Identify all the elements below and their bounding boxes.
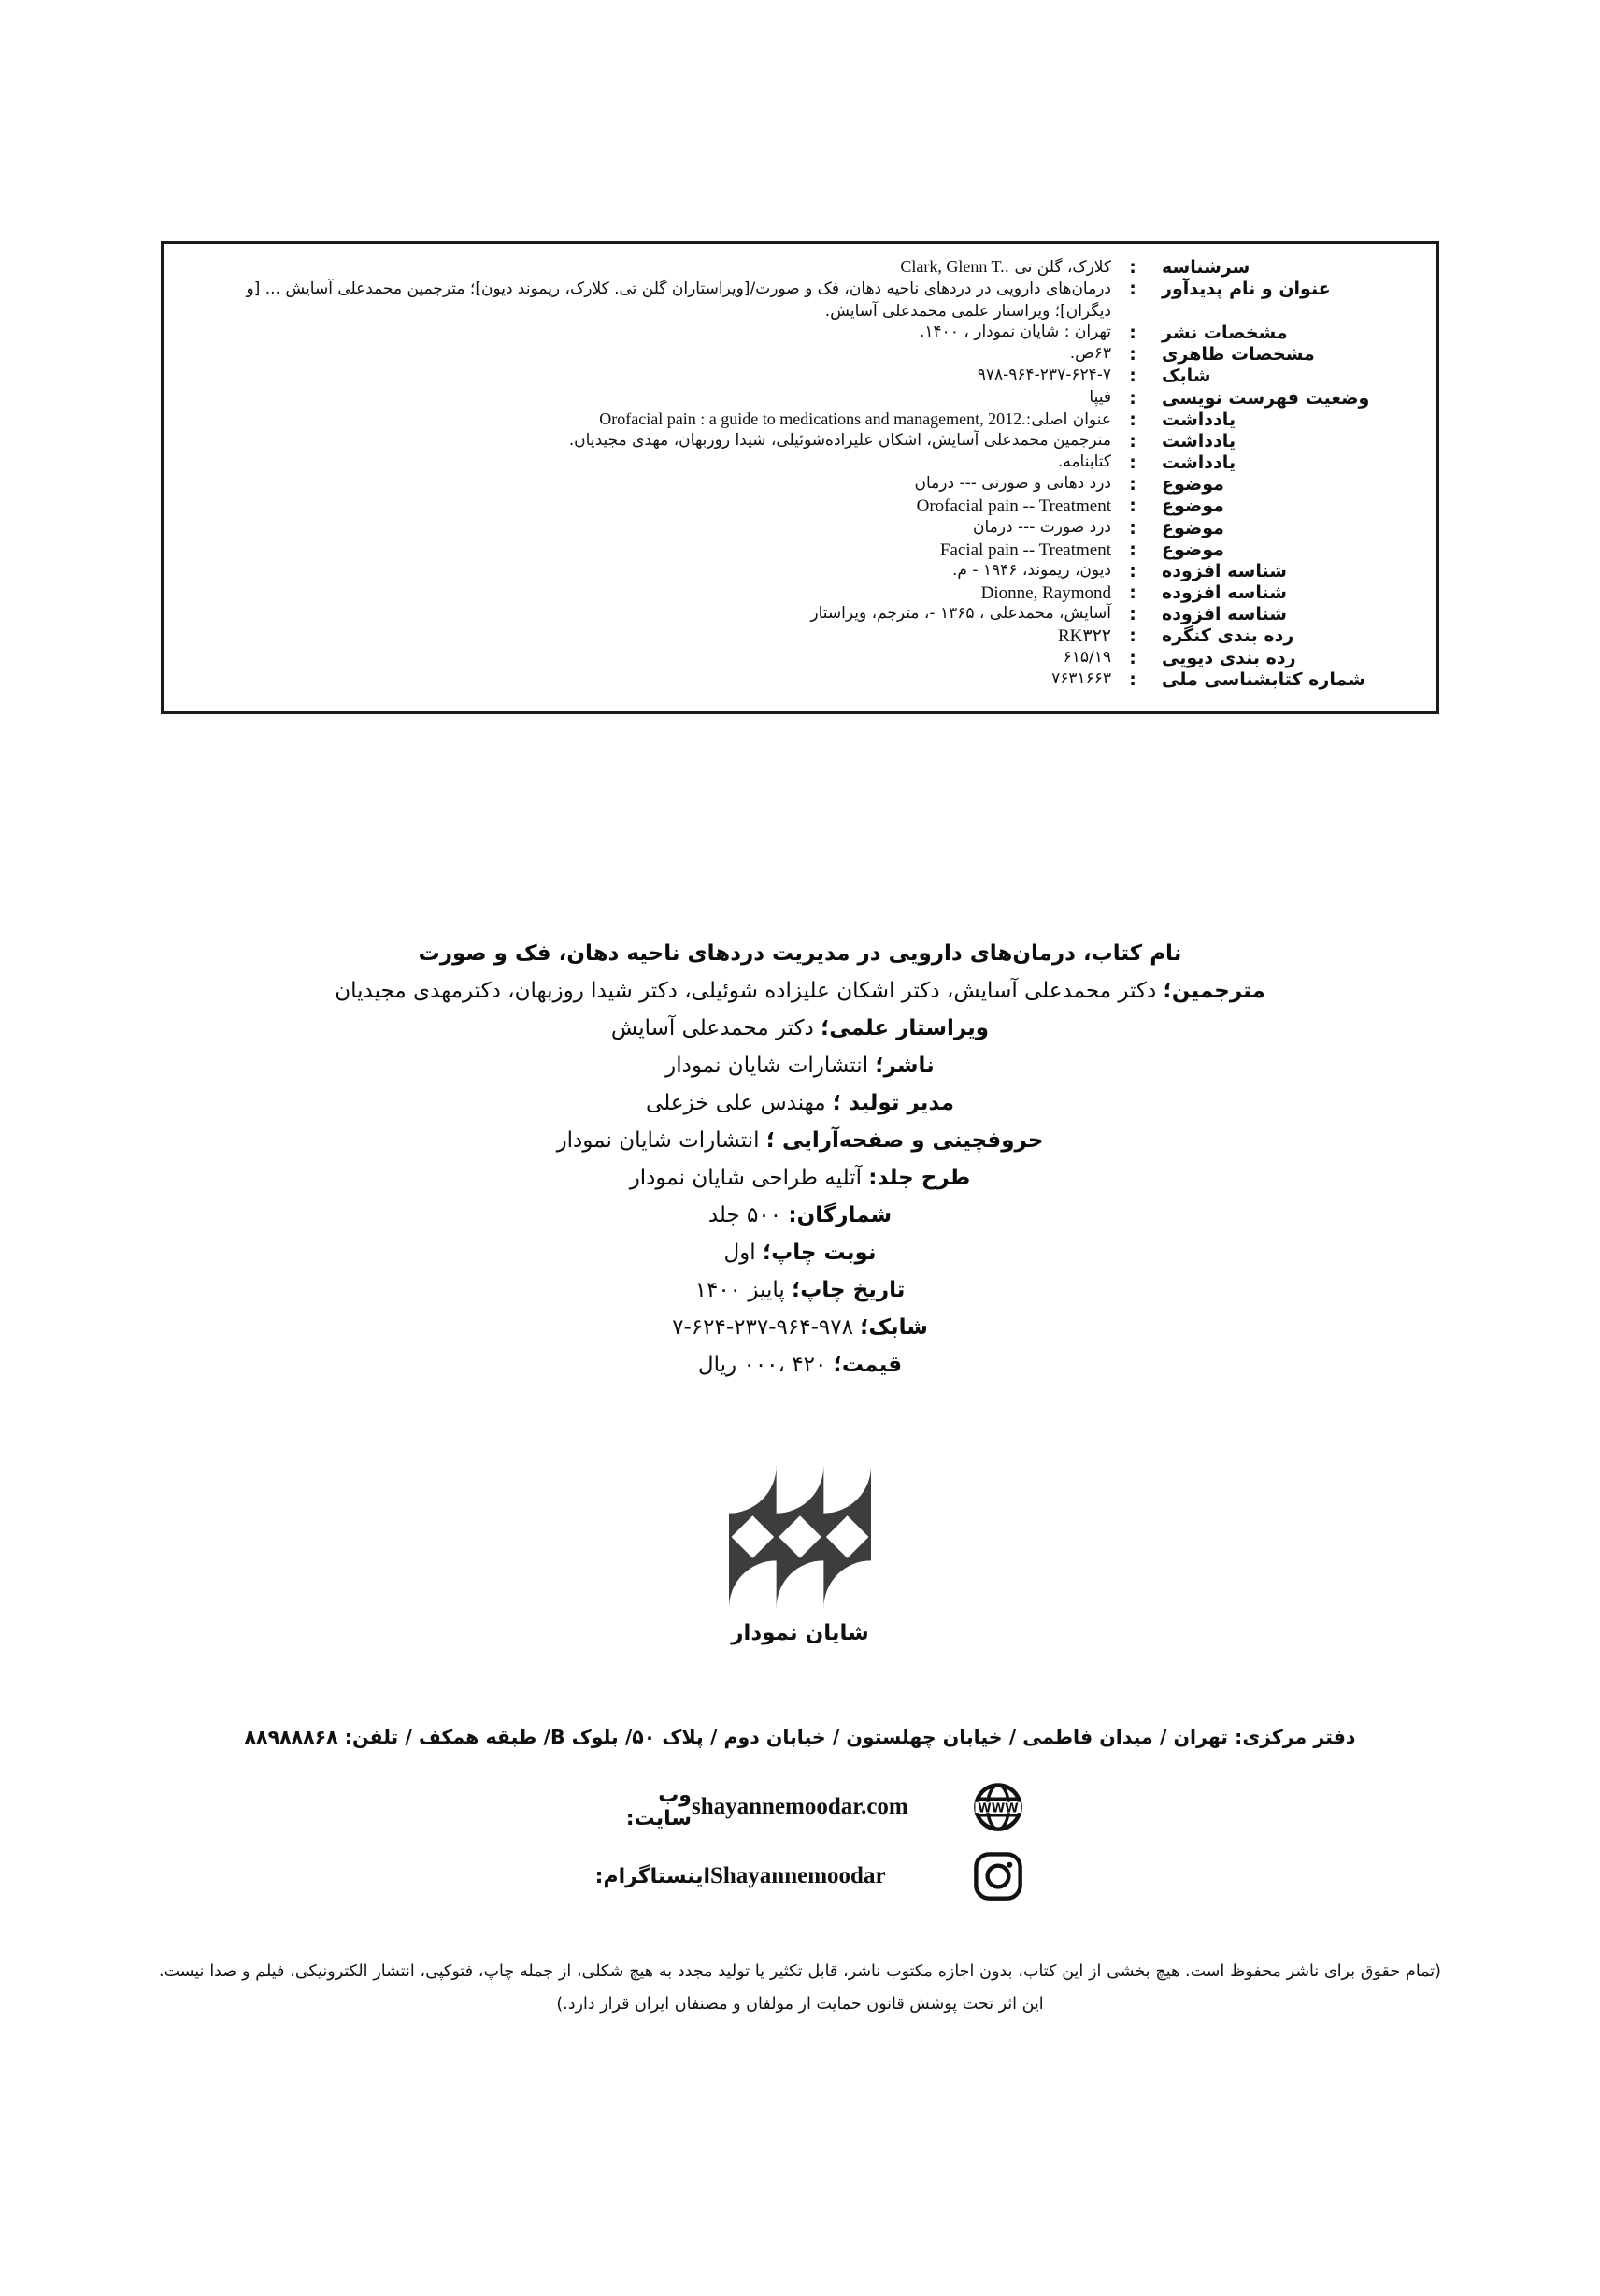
cip-row: [188, 561, 1412, 582]
copyright-text: (تمام حقوق برای ناشر محفوظ است. هیچ بخشی از این کتاب، بدون اجازه مکتوب ناشر، قابل تکثیر یا تولید مجدد به هیچ شکلی، از جمله چاپ، فتوکپی، انتشار الکترونیکی، فیلم و صدا نیست. این اثر تحت پوشش قانون حمایت از مولفان و مصنفان ایران قرار دارد.): [159, 1962, 1441, 2014]
colophon-line-label: مترجمین؛: [1163, 979, 1265, 1004]
cip-row-label: یادداشت: [1162, 409, 1236, 430]
svg-text:WWW: WWW: [978, 1801, 1019, 1816]
colophon-line-label: ویراستار علمی؛: [821, 1016, 990, 1041]
cip-row: [188, 495, 1412, 517]
cip-row-value: درد دهانی و صورتی --- درمان: [914, 474, 1111, 494]
cip-row: [188, 474, 1412, 495]
cip-row-label: موضوع: [1162, 495, 1224, 517]
cip-row: [188, 518, 1412, 539]
cip-row-value: دیون، ریموند، ۱۹۴۶ - م.: [952, 560, 1111, 580]
colophon-line-value: درمان‌های دارویی در مدیریت دردهای ناحیه دهان، فک و صورت: [418, 941, 1083, 966]
cip-row-colon: :: [1129, 430, 1136, 452]
cip-row: [188, 344, 1412, 366]
copyright-notice: [159, 1956, 1441, 2021]
cip-row-colon: :: [1129, 366, 1136, 387]
cip-row-value: فیپا: [1089, 387, 1111, 407]
instagram-value[interactable]: Shayannemoodar: [710, 1863, 886, 1888]
website-value[interactable]: shayannemoodar.com: [692, 1794, 908, 1819]
cip-row-value: ۹۷۸-۹۶۴-۲۳۷-۶۲۴-۷: [977, 366, 1111, 385]
cip-row-value: RK۳۲۲: [1057, 626, 1111, 647]
website-row[interactable]: [131, 1772, 1469, 1842]
cip-row-colon: :: [1129, 474, 1136, 495]
colophon-line-label: شمارگان:: [788, 1203, 893, 1228]
cip-row: [188, 279, 1412, 323]
cip-row-colon: :: [1129, 344, 1136, 366]
cip-row-colon: :: [1129, 647, 1136, 668]
cip-row-label: رده بندی کنگره: [1162, 625, 1294, 647]
cip-row: [188, 257, 1412, 279]
colophon-line-value: پاییز ۱۴۰۰: [694, 1278, 793, 1303]
cip-row-label: مشخصات نشر: [1162, 323, 1288, 344]
cip-row-label: مشخصات ظاهری: [1162, 344, 1315, 366]
colophon-line: [161, 1346, 1439, 1384]
cip-row-value: Orofacial pain -- Treatment: [916, 496, 1111, 517]
cip-row-value: مترجمین محمدعلی آسایش، اشکان علیزاده‌شوئیلی، شیدا روزبهان، مهدی مجیدیان.: [568, 430, 1111, 450]
cip-row-value: ۷۶۳۱۶۶۳: [1051, 668, 1111, 688]
cip-row-value: درد صورت --- درمان: [973, 517, 1111, 537]
colophon-line-label: شابک؛: [860, 1315, 928, 1341]
publisher-logo-block: [0, 1466, 1600, 1645]
colophon-line: [161, 1159, 1439, 1197]
cip-row-label: شناسه افزوده: [1162, 582, 1287, 604]
cip-row-colon: :: [1129, 323, 1136, 344]
cip-row-label: شماره کتابشناسی ملی: [1162, 668, 1365, 690]
cip-row: [188, 539, 1412, 561]
colophon-line: [161, 1047, 1439, 1084]
colophon-line-value: دکتر محمدعلی آسایش، دکتر اشکان علیزاده شوئیلی، دکتر شیدا روزبهان، دکترمهدی مجیدیان: [335, 979, 1164, 1004]
cip-row: [188, 582, 1412, 604]
colophon-line: [161, 1271, 1439, 1309]
cip-row: [188, 625, 1412, 647]
colophon-line-value: انتشارات شایان نمودار: [556, 1128, 766, 1154]
colophon-line-value: دکتر محمدعلی آسایش: [610, 1016, 821, 1041]
colophon-line-label: ناشر؛: [875, 1054, 935, 1079]
instagram-label: اینستاگرام:: [594, 1864, 710, 1888]
cip-row-value: [188, 257, 1111, 278]
colophon-line-value: انتشارات شایان نمودار: [665, 1054, 876, 1079]
cip-row-value: Facial pain -- Treatment: [939, 539, 1111, 560]
colophon-line: [161, 972, 1439, 1010]
cip-row-value: Dionne, Raymond: [980, 583, 1111, 604]
colophon-line-label: طرح جلد:: [868, 1166, 971, 1191]
cip-row-label: شابک: [1162, 366, 1211, 387]
colophon-line-label: مدیر تولید ؛: [832, 1091, 954, 1116]
cip-value-en: Clark, Glenn T.: [895, 257, 1005, 276]
cip-row: [188, 366, 1412, 387]
colophon-line: [161, 1010, 1439, 1047]
cip-row: [188, 323, 1412, 344]
colophon-line: [161, 1084, 1439, 1122]
cip-row-label: سرشناسه: [1162, 257, 1250, 278]
cip-row-value: ۶۱۵/۱۹: [1063, 647, 1111, 667]
cip-row-label: شناسه افزوده: [1162, 604, 1287, 625]
colophon-line-value: ۴۲۰ ،۰۰۰ ریال: [697, 1353, 834, 1378]
instagram-row[interactable]: [131, 1842, 1469, 1911]
cip-row-colon: :: [1129, 452, 1136, 474]
colophon-line-value: آتلیه طراحی شایان نمودار: [629, 1166, 869, 1191]
cip-row-label: شناسه افزوده: [1162, 560, 1287, 581]
publisher-name: شایان نمودار: [731, 1621, 869, 1645]
cip-value-en: Orofacial pain : a guide to medications and management, 2012.: [594, 409, 1026, 428]
cip-row-value: تهران : شایان نمودار ، ۱۴۰۰.: [920, 323, 1111, 342]
cip-row: [188, 669, 1412, 691]
cip-row-value: [188, 409, 1111, 430]
cip-row-colon: :: [1129, 625, 1136, 647]
cip-row: [188, 431, 1412, 452]
cip-row: [188, 648, 1412, 669]
cip-row-colon: :: [1129, 517, 1136, 538]
cip-row-value: ۶۳ص.: [1069, 344, 1111, 364]
colophon-line-label: نوبت چاپ؛: [762, 1241, 877, 1266]
cip-row: [188, 452, 1412, 474]
globe-www-icon: [972, 1781, 1024, 1833]
instagram-icon: [972, 1850, 1024, 1902]
shayan-nemoodar-logo-icon: [729, 1466, 871, 1608]
cip-row-label: موضوع: [1162, 517, 1224, 538]
colophon-line-value: ۹۷۸-۹۶۴-۲۳۷-۶۲۴-۷: [672, 1315, 861, 1341]
colophon-credits: [161, 935, 1439, 1384]
colophon-line-value: ۵۰۰ جلد: [707, 1203, 789, 1228]
colophon-line: [161, 1197, 1439, 1234]
colophon-line: [161, 1234, 1439, 1271]
cip-row: [188, 409, 1412, 431]
cip-catalog-box: [161, 241, 1439, 714]
colophon-line: [161, 935, 1439, 972]
cip-row-label: یادداشت: [1162, 430, 1236, 452]
cip-row-colon: :: [1129, 409, 1136, 430]
colophon-line: [161, 1122, 1439, 1159]
cip-row-colon: :: [1129, 604, 1136, 625]
colophon-line-label: قیمت؛: [833, 1353, 903, 1378]
cip-row-value: درمان‌های دارویی در دردهای ناحیه دهان، فک و صورت/[ویراستاران گلن تی. کلارک، ریموند دیون]؛ مترجمین محمدعلی آسایش ... [و دیگران]؛ ویراستار علمی محمدعلی آسایش.: [246, 280, 1111, 321]
cip-row-value: آسایش، محمدعلی ، ۱۳۶۵ -، مترجم، ویراستار: [810, 604, 1111, 624]
website-label: وب سایت:: [625, 1784, 692, 1830]
colophon-line-label: تاریخ چاپ؛: [792, 1278, 906, 1303]
contact-block: [131, 1726, 1469, 1911]
cip-row-colon: :: [1129, 279, 1136, 300]
cip-row-colon: :: [1129, 560, 1136, 581]
cip-row-colon: :: [1129, 387, 1136, 409]
cip-row-label: عنوان و نام پدیدآور: [1162, 279, 1331, 300]
social-links: [131, 1772, 1469, 1911]
colophon-line-label: نام کتاب،: [1082, 941, 1182, 966]
colophon-line-value: اول: [723, 1241, 763, 1266]
colophon-line-label: حروفچینی و صفحه‌آرایی ؛: [765, 1128, 1044, 1154]
cip-row-label: رده بندی دیویی: [1162, 647, 1296, 668]
head-office-address: دفتر مرکزی: تهران / میدان فاطمی / خیابان چهلستون / خیابان دوم / پلاک ۵۰/ بلوک B/ طبقه همکف / تلفن: ۸۸۹۸۸۸۶۸: [244, 1726, 1356, 1748]
colophon-line-value: مهندس علی خزعلی: [646, 1091, 833, 1116]
cip-row-label: یادداشت: [1162, 452, 1236, 474]
cip-row-colon: :: [1129, 538, 1136, 560]
cip-row-label: وضعیت فهرست نویسی: [1162, 387, 1370, 409]
cip-value-fa: عنوان اصلی:: [1025, 409, 1111, 429]
cip-row-colon: :: [1129, 582, 1136, 604]
cip-row-value: کتابنامه.: [1057, 452, 1111, 472]
colophon-line: [161, 1309, 1439, 1346]
cip-row-colon: :: [1129, 668, 1136, 690]
cip-row-colon: :: [1129, 257, 1136, 278]
cip-row: [188, 388, 1412, 409]
cip-row-colon: :: [1129, 495, 1136, 517]
cip-row: [188, 604, 1412, 625]
cip-row-label: موضوع: [1162, 538, 1224, 560]
cip-value-fa: کلارک، گلن تی .: [1004, 258, 1111, 277]
cip-row-label: موضوع: [1162, 474, 1224, 495]
